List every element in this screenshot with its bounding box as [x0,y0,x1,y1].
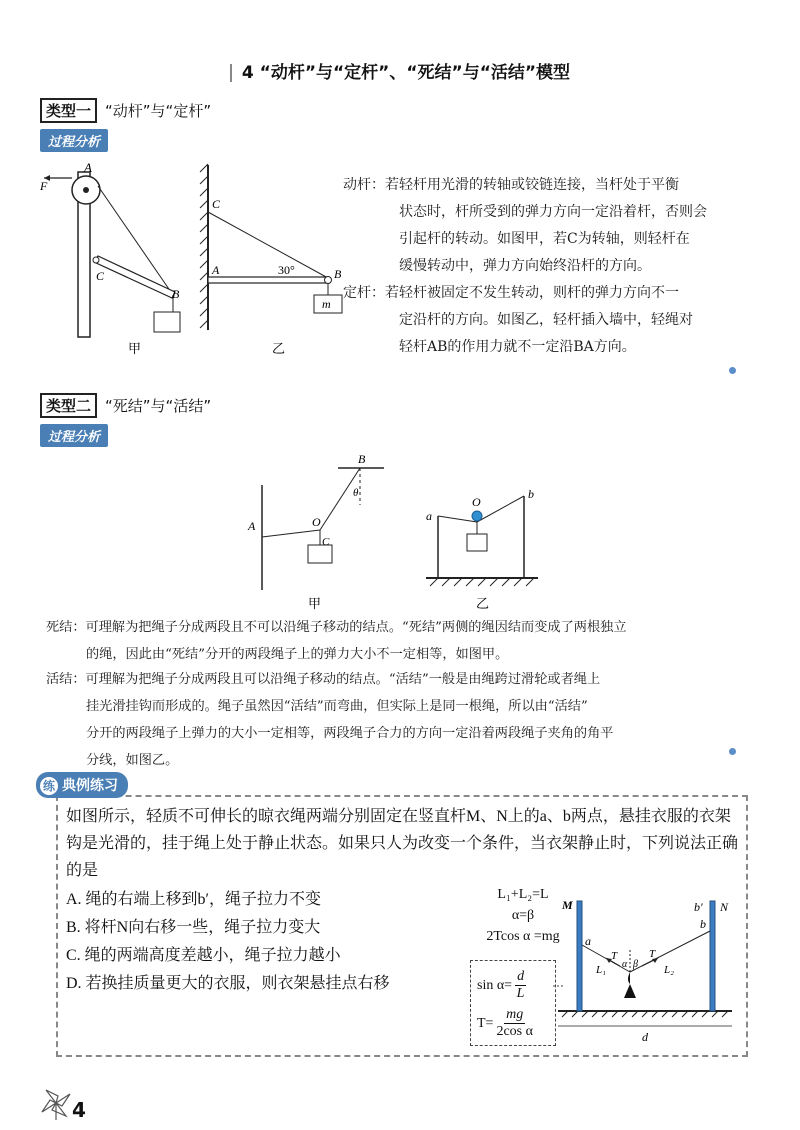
si-label-B: B [358,452,366,466]
huo-weight [467,534,487,551]
ex-label-alpha: α [622,959,628,970]
si-label-C: C [322,536,330,548]
huo-label-O: O [472,495,481,509]
ex-label-L2: L₂ [664,964,674,976]
yi-caption: 乙 [272,341,286,356]
page-title: 4 “动杆”与“定杆”、“死结”与“活结”模型 [0,58,800,83]
section1-tag: 类型一 [40,98,97,123]
jia-label-F: F [40,179,48,193]
si-caption: 甲 [308,596,322,611]
jia-label-B: B [172,287,180,301]
hanger-icon [624,972,636,998]
option-b[interactable]: B. 将杆N向右移一些，绳子拉力变大 [66,919,321,936]
ex-label-M: M [562,898,573,912]
formula-T: T= $\frac{mg}{\text{2cos α}}$ [477,1007,533,1039]
section2-text-huo: 活结：可理解为把绳子分成两段且可以沿绳子移动的结点。“活结”一般是由绳跨过滑轮或者绳上 挂光滑挂钩而形成的。绳子虽然因“活结”而弯曲，但实际上是同一根绳，所以由“活结” 分开的两段绳子上弹力的大小一定相等，两段绳子合力的方向一定沿着两段绳子夹角的角平 分线，如图乙。 [46,672,614,768]
example-formula-box [470,960,556,1046]
si-rope-OB [320,468,360,530]
jia-hinge-C [93,257,99,263]
yi-label-B: B [334,267,342,281]
page-number: 4 [72,1098,86,1122]
section1-text-ding: 定杆：若轻杆被固定不发生转动，则杆的弹力方向不一 定沿杆的方向。如图乙，轻杆插入墙中，轻绳对 轻杆AB的作用力就不一定沿BA方向。 [343,285,693,355]
si-label-theta: θ [353,487,359,499]
yi-pin-B [325,277,332,284]
jia-pulley-axle [83,187,89,193]
ex-label-beta: β [633,959,638,970]
si-label-O: O [312,515,321,529]
section1-text-dong: 动杆：若轻杆用光滑的转轴或铰链连接，当杆处于平衡 状态时，杆所受到的弹力方向一定沿着杆，否则会 引起杆的转动。如图甲，若C为转轴，则轻杆在 缓慢转动中，弹力方向始终沿杆的方向。 [343,177,707,274]
section1-figure [38,160,368,360]
huo-rope-Ob [477,496,524,522]
jia-caption: 甲 [128,341,142,356]
example-question: 如图所示，轻质不可伸长的晾衣绳两端分别固定在竖直杆M、N上的a、b两点，悬挂衣服的衣架 钩是光滑的，挂于绳上处于静止状态。如果只人为改变一个条件，当衣架静止时，下列说法正确 的是 [66,808,739,879]
example-figure [552,893,742,1048]
yi-rope-CB [208,212,328,278]
huo-label-a: a [426,509,432,523]
option-a[interactable]: A. 绳的右端上移到b′，绳子拉力不变 [66,891,322,908]
jia-weight [154,312,180,332]
example-tag-icon: 练 [40,777,58,795]
section2-figure [240,450,550,615]
ex-label-N: N [720,900,729,914]
section1-process-label: 过程分析 [40,129,108,152]
section2-heading [40,393,211,418]
huo-pulley [472,511,482,521]
section2-title: “死结”与“活结” [105,397,212,415]
section2-tag: 类型二 [40,393,97,418]
huo-caption: 乙 [476,596,490,611]
ex-label-T2: T [649,948,656,960]
si-label-A: A [248,519,256,533]
formula-sin: sin α= $\frac{d}{L}$ [477,969,525,1001]
jia-rod-CB [94,256,175,298]
ex-label-bprime: b′ [694,900,703,914]
yi-label-angle: 30° [278,263,295,277]
ex-label-b: b [700,917,706,931]
ex-label-T1: T [611,950,618,962]
yi-label-A: A [212,263,220,277]
si-rope-AO [262,530,320,537]
ex-pole-N [710,901,715,1011]
pinwheel-icon [40,1086,72,1120]
jia-label-A: A [84,160,92,175]
example-formulas: L₁+L₂=L α=β 2Tcos α =mg [486,887,560,944]
title-bar [230,64,232,82]
huo-label-b: b [528,487,534,501]
section1-heading [40,98,211,123]
section1-title: “动杆”与“定杆” [105,102,212,120]
jia-label-C: C [96,269,105,283]
section2-process-label: 过程分析 [40,424,108,447]
example-options [66,886,446,998]
section1-dot [729,367,736,374]
ex-label-a: a [585,934,591,948]
yi-label-m: m [322,297,331,311]
option-d[interactable]: D. 若换挂质量更大的衣服，则衣架悬挂点右移 [66,975,390,992]
yi-rod-AB [208,277,326,283]
option-c[interactable]: C. 绳的两端高度差越小，绳子拉力越小 [66,947,341,964]
ex-pole-M [577,901,582,1011]
huo-rope-aO [438,516,477,522]
yi-label-C: C [212,197,221,211]
section2-text-si: 死结：可理解为把绳子分成两段且不可以沿绳子移动的结点。“死结”两侧的绳因结而变成了两根独立 的绳，因此由“死结”分开的两段绳子上的弹力大小不一定相等，如图甲。 [46,620,627,662]
ex-label-d: d [642,1030,648,1044]
example-tag: 练 典例练习 [36,772,128,798]
yi-wall-hatch [200,164,208,328]
section2-dot [729,748,736,755]
huo-ground-hatch [430,578,534,586]
ex-label-L1: L₁ [596,964,606,976]
